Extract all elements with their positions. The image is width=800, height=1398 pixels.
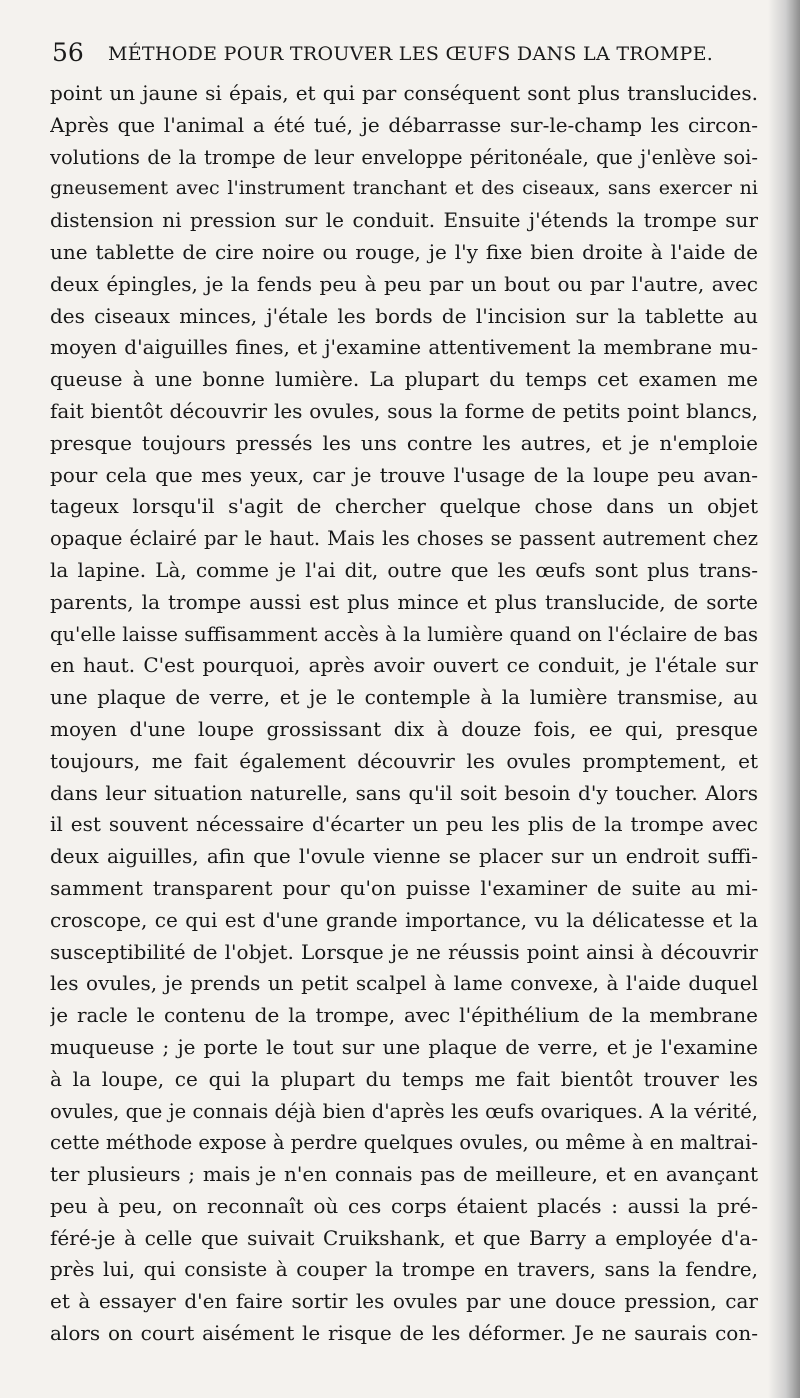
text-line: susceptibilité de l'objet. Lorsque je ne réussis point ainsi à découvrir (50, 939, 758, 964)
text-line: moyen d'aiguilles fines, et j'examine attentivement la membrane mu- (50, 335, 758, 360)
running-head (52, 36, 764, 70)
text-line: croscope, ce qui est d'une grande importance, vu la délicatesse et la (50, 907, 758, 932)
text-line: les ovules, je prends un petit scalpel à lame convexe, à l'aide duquel (50, 971, 758, 996)
text-line: la lapine. Là, comme je l'ai dit, outre que les œufs sont plus trans- (50, 557, 758, 582)
text-line: alors on court aisément le risque de les déformer. Je ne saurais con- (50, 1321, 758, 1346)
text-line: point un jaune si épais, et qui par conséquent sont plus translucides. (50, 81, 758, 105)
text-line: ovules, que je connais déjà bien d'après les œufs ovariques. A la vérité, (50, 1099, 758, 1123)
text-line: volutions de la trompe de leur enveloppe péritonéale, que j'enlève soi- (50, 145, 758, 169)
text-line: une tablette de cire noire ou rouge, je l'y fixe bien droite à l'aide de (50, 239, 758, 264)
text-line: une plaque de verre, et je le contemple à la lumière transmise, au (50, 685, 758, 710)
text-line: deux épingles, je la fends peu à peu par un bout ou par l'autre, avec (50, 271, 758, 296)
text-line: presque toujours pressés les uns contre les autres, et je n'emploie (50, 430, 758, 455)
text-line: opaque éclairé par le haut. Mais les choses se passent autrement chez (50, 527, 758, 551)
text-line: samment transparent pour qu'on puisse l'examiner de suite au mi- (50, 875, 758, 900)
text-line: qu'elle laisse suffisamment accès à la lumière quand on l'éclaire de bas (50, 622, 758, 646)
text-line: et à essayer d'en faire sortir les ovules par une douce pression, car (50, 1289, 758, 1314)
text-line: parents, la trompe aussi est plus mince et plus translucide, de sorte (50, 589, 758, 614)
text-line: des ciseaux minces, j'étale les bords de l'incision sur la tablette au (50, 303, 758, 328)
text-line: distension ni pression sur le conduit. Ensuite j'étends la trompe sur (50, 208, 758, 233)
text-line: Après que l'animal a été tué, je débarrasse sur-le-champ les circon- (50, 112, 758, 137)
text-line: muqueuse ; je porte le tout sur une plaque de verre, et je l'examine (50, 1034, 758, 1059)
text-line: en haut. C'est pourquoi, après avoir ouvert ce conduit, je l'étale sur (50, 653, 758, 678)
text-line: tageux lorsqu'il s'agit de chercher quelque chose dans un objet (50, 494, 758, 519)
running-title: MÉTHODE POUR TROUVER LES ŒUFS DANS LA TROMPE. (108, 43, 714, 65)
text-line: dans leur situation naturelle, sans qu'il soit besoin d'y toucher. Alors (50, 780, 758, 805)
body-text (50, 78, 758, 1350)
text-line: peu à peu, on reconnaît où ces corps étaient placés : aussi la pré- (50, 1193, 758, 1218)
text-line: gneusement avec l'instrument tranchant et des ciseaux, sans exercer ni (50, 177, 758, 200)
page-number: 56 (52, 38, 84, 67)
text-line: féré-je à celle que suivait Cruikshank, et que Barry a employée d'a- (50, 1225, 758, 1250)
text-line: ter plusieurs ; mais je n'en connais pas de meilleure, et en avançant (50, 1162, 758, 1187)
text-line: pour cela que mes yeux, car je trouve l'usage de la loupe peu avan- (50, 462, 758, 487)
text-line: moyen d'une loupe grossissant dix à douze fois, ee qui, presque (50, 716, 758, 741)
text-line: je racle le contenu de la trompe, avec l'épithélium de la membrane (50, 1003, 758, 1028)
text-line: près lui, qui consiste à couper la trompe en travers, sans la fendre, (50, 1257, 758, 1282)
text-line: cette méthode expose à perdre quelques ovules, ou même à en maltrai- (50, 1131, 758, 1155)
text-line: il est souvent nécessaire d'écarter un peu les plis de la trompe avec (50, 812, 758, 837)
text-line: à la loupe, ce qui la plupart du temps me fait bientôt trouver les (50, 1066, 758, 1091)
text-line: toujours, me fait également découvrir les ovules promptement, et (50, 748, 758, 773)
text-line: queuse à une bonne lumière. La plupart du temps cet examen me (50, 367, 758, 392)
text-line: deux aiguilles, afin que l'ovule vienne se placer sur un endroit suffi- (50, 844, 758, 869)
text-line: fait bientôt découvrir les ovules, sous la forme de petits point blancs, (50, 398, 758, 423)
